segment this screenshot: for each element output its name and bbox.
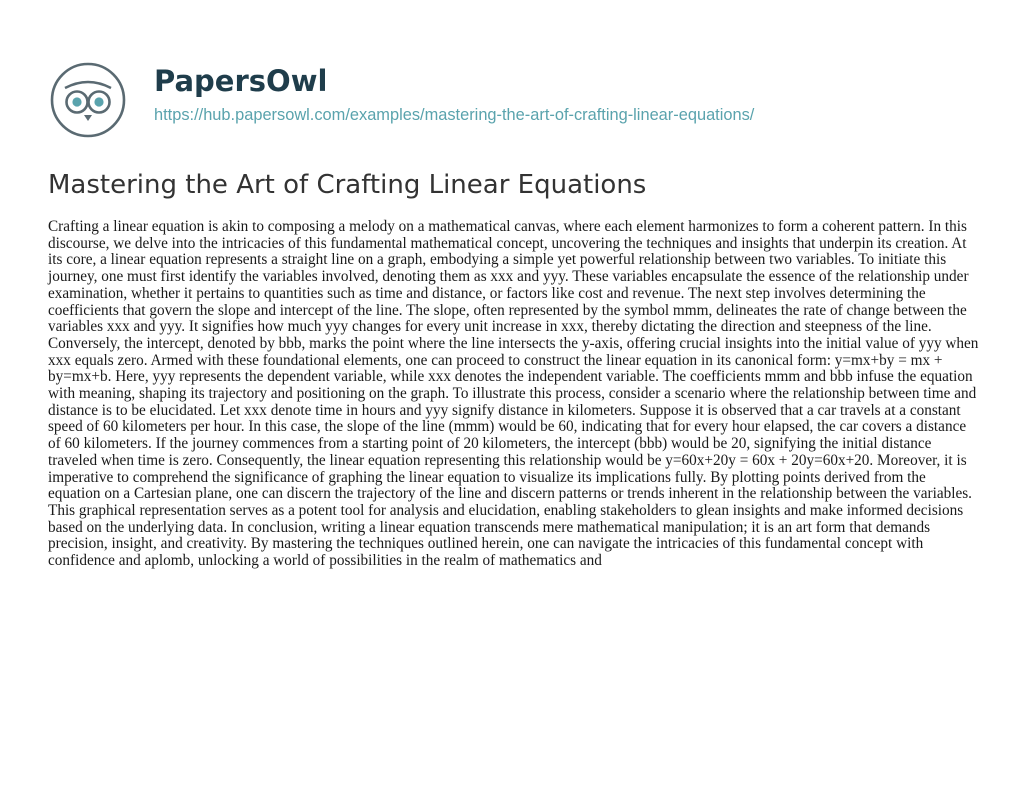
brand-name[interactable]: PapersOwl	[154, 64, 328, 98]
source-url-link[interactable]: https://hub.papersowl.com/examples/mastering-the-art-of-crafting-linear-equations/	[154, 106, 755, 124]
article-title: Mastering the Art of Crafting Linear Equations	[48, 170, 647, 200]
article-body: Crafting a linear equation is akin to composing a melody on a mathematical canvas, where each element harmonizes to form a coherent pattern. In this discourse, we delve into the intricacies of this fundamental mathematical concept, uncovering the techniques and insights that underpin its creation. At its core, a linear equation represents a straight line on a graph, embodying a simple yet powerful relationship between two variables. To initiate this journey, one must first identify the variables involved, denoting them as xxx and yyy. These variables encapsulate the essence of the relationship under examination, whether it pertains to quantities such as time and distance, or factors like cost and revenue. The next step involves determining the coefficients that govern the slope and intercept of the line. The slope, often represented by the symbol mmm, delineates the rate of change between the variables xxx and yyy. It signifies how much yyy changes for every unit increase in xxx, thereby dictating the direction and steepness of the line. Conversely, the intercept, denoted by bbb, marks the point where the line intersects the y-axis, offering crucial insights into the initial value of yyy when xxx equals zero. Armed with these foundational elements, one can proceed to construct the linear equation in its canonical form: y=mx+by = mx + by=mx+b. Here, yyy represents the dependent variable, while xxx denotes the independent variable. The coefficients mmm and bbb infuse the equation with meaning, shaping its trajectory and positioning on the graph. To illustrate this process, consider a scenario where the relationship between time and distance is to be elucidated. Let xxx denote time in hours and yyy signify distance in kilometers. Suppose it is observed that a car travels at a constant speed of 60 kilometers per hour. In this case, the slope of the line (mmm) would be 60, indicating that for every hour elapsed, the car covers a distance of 60 kilometers. If the journey commences from a starting point of 20 kilometers, the intercept (bbb) would be 20, signifying the initial distance traveled when time is zero. Consequently, the linear equation representing this relationship would be y=60x+20y = 60x + 20y=60x+20. Moreover, it is imperative to comprehend the significance of graphing the linear equation to visualize its implications fully. By plotting points derived from the equation on a Cartesian plane, one can discern the trajectory of the line and discern patterns or trends inherent in the relationship between the variables. This graphical representation serves as a potent tool for analysis and elucidation, enabling stakeholders to glean insights and make informed decisions based on the underlying data. In conclusion, writing a linear equation transcends mere mathematical manipulation; it is an art form that demands precision, insight, and creativity. By mastering the techniques outlined herein, one can navigate the intricacies of this fundamental concept with confidence and aplomb, unlocking a world of possibilities in the realm of mathematics and	[48, 218, 979, 570]
owl-icon	[48, 60, 128, 140]
site-header	[48, 60, 988, 140]
